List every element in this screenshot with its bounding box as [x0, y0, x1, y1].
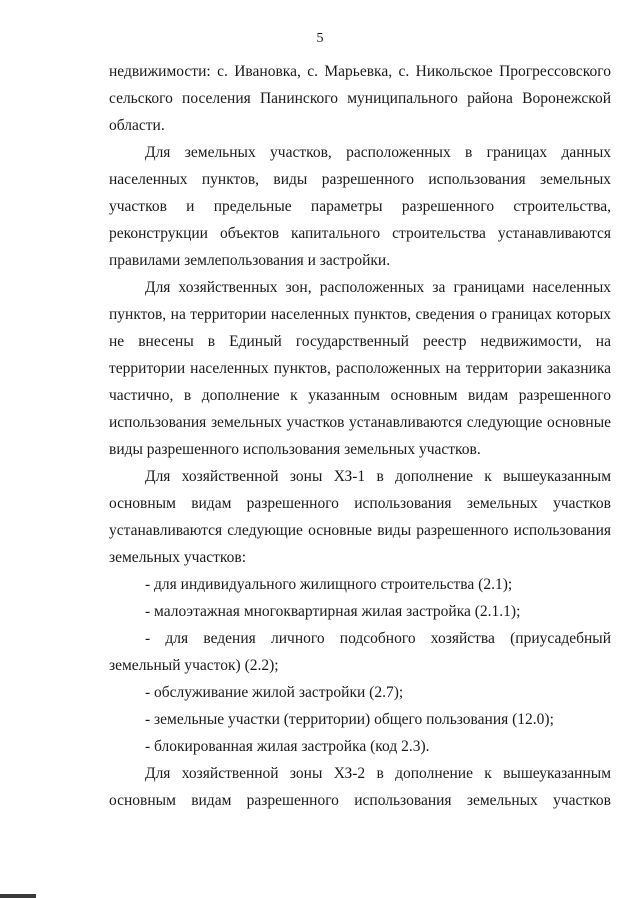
document-body	[109, 58, 611, 814]
paragraph-settlement-lands: Для земельных участков, расположенных в границах данных населенных пунктов, виды разрешенного использования земельных участков и предельные параметры разрешенного строительства, реконструкции объектов капитального строительства устанавливаются правилами землепользования и застройки.	[109, 144, 611, 269]
list-item: - для индивидуального жилищного строительства (2.1);	[145, 576, 513, 593]
paragraph-economic-zones: Для хозяйственных зон, расположенных за границами населенных пунктов, на территории населенных пунктов, сведения о границах которых не внесены в Единый государственный реестр недвижимости, на территории населенных пунктов, расположенных на территории заказника частично, в дополнение к указанным основным видам разрешенного использования земельных участков устанавливаются следующие основные виды разрешенного использования земельных участков.	[109, 279, 611, 458]
list-item: - обслуживание жилой застройки (2.7);	[145, 684, 404, 701]
paragraph-zone-hz1: Для хозяйственной зоны ХЗ-1 в дополнение к вышеуказанным основным видам разрешенного использования земельных участков устанавливаются следующие основные виды разрешенного использования земельных участков:	[109, 468, 611, 566]
list-item: - блокированная жилая застройка (код 2.3).	[145, 738, 430, 755]
permitted-use-list	[109, 571, 611, 760]
paragraph-continuation: недвижимости: с. Ивановка, с. Марьевка, с. Никольское Прогрессовского сельского поселения Панинского муниципального района Воронежской области.	[109, 63, 611, 134]
list-item: - земельные участки (территории) общего пользования (12.0);	[145, 711, 554, 728]
page-number: 5	[316, 31, 324, 46]
scan-edge-mark	[0, 894, 36, 898]
list-item: - малоэтажная многоквартирная жилая застройка (2.1.1);	[145, 603, 521, 620]
list-item: - для ведения личного подсобного хозяйства (приусадебный земельный участок) (2.2);	[109, 630, 611, 674]
paragraph-zone-hz2: Для хозяйственной зоны ХЗ-2 в дополнение к вышеуказанным основным видам разрешенного использования земельных участков	[109, 765, 611, 809]
